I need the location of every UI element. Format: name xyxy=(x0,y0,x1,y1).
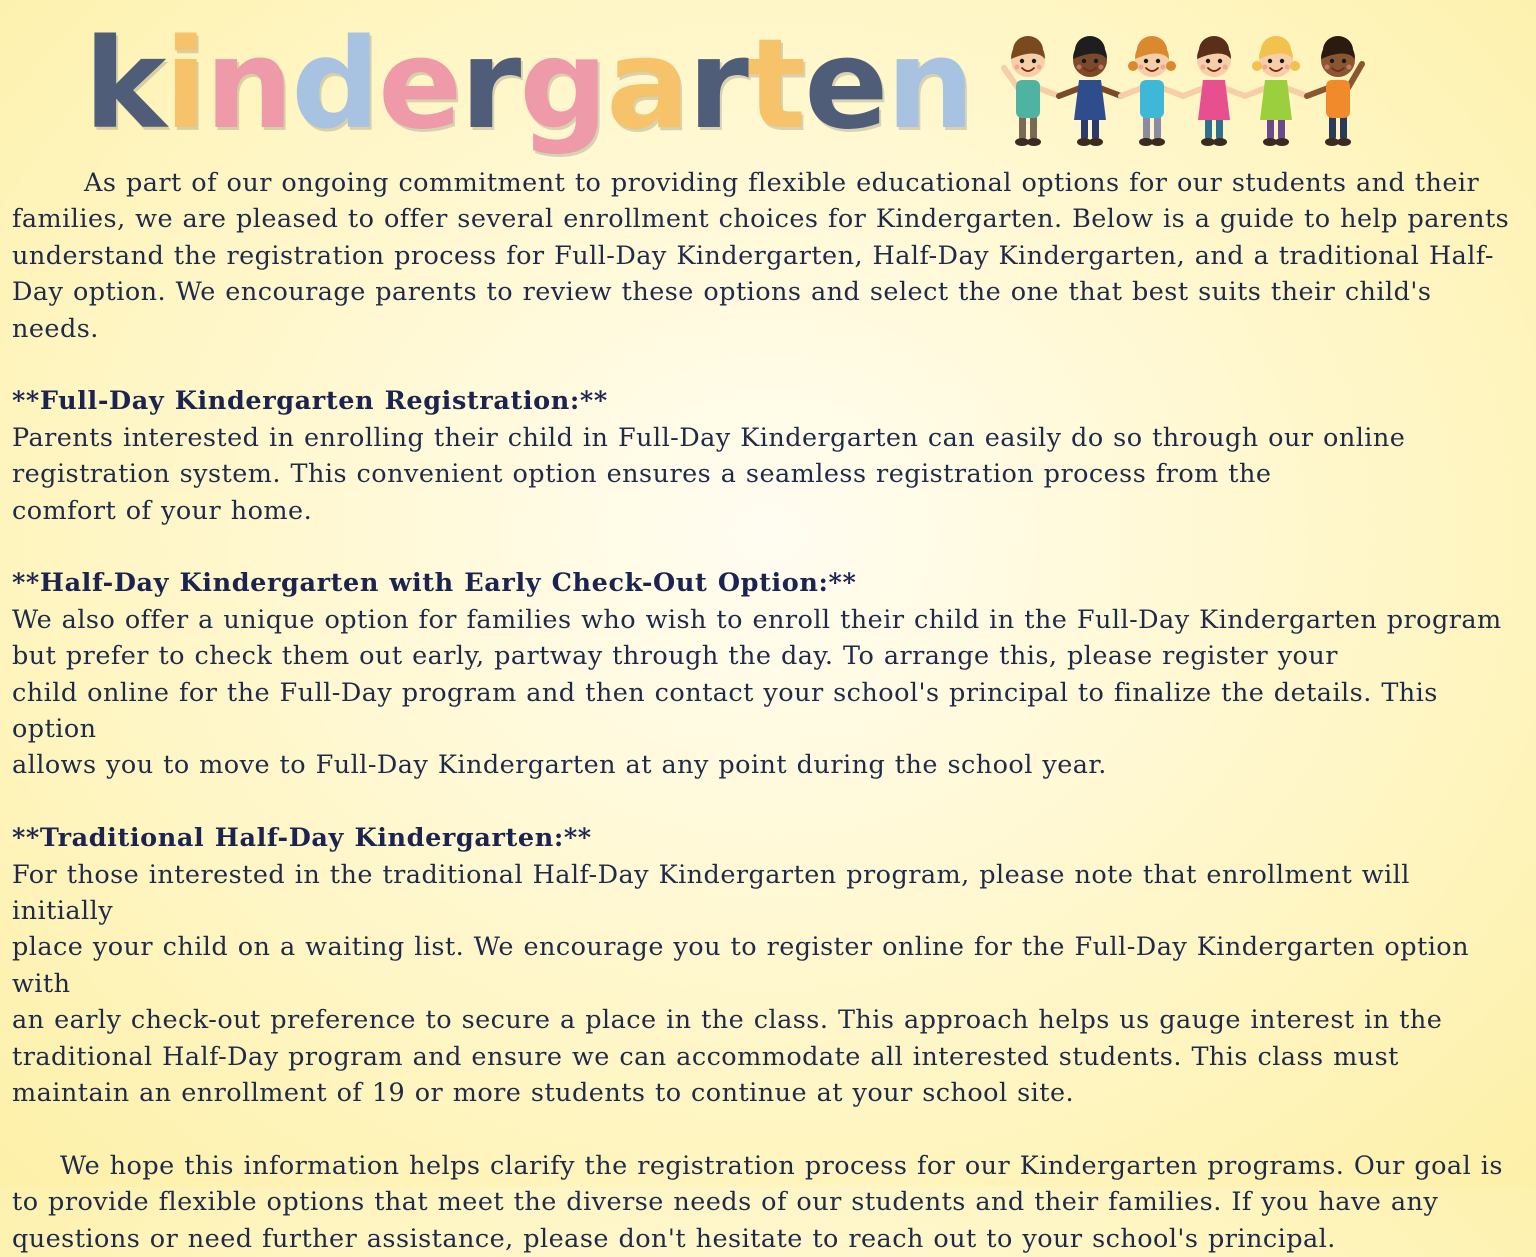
title-letter: a xyxy=(606,13,688,157)
body-content xyxy=(12,165,1517,1257)
title-letter: e xyxy=(378,13,461,157)
title-letter: r xyxy=(687,13,747,157)
child-figure xyxy=(1121,36,1183,146)
section-line: traditional Half-Day program and ensure we can accommodate all interested students. This class must xyxy=(12,1041,1399,1072)
children-holding-hands-icon xyxy=(998,30,1388,148)
section-heading-traditional-half-day: **Traditional Half-Day Kindergarten:** xyxy=(12,823,592,854)
title-letter: t xyxy=(746,13,805,157)
section-line: comfort of your home. xyxy=(12,495,313,526)
intro-paragraph: As part of our ongoing commitment to providing flexible educational options for our students and their families, we are pleased to offer several enrollment choices for Kindergarten. Below is a guide to help parents understand the registration process for Full-Day Kindergarten, Half-Day Kindergarten, and a traditional Half-Day option. We encourage parents to review these options and select the one that best suits their child's needs. xyxy=(12,168,1510,344)
title-letter: i xyxy=(164,13,205,157)
child-figure xyxy=(1059,36,1121,146)
closing-paragraph: We hope this information helps clarify the registration process for our Kindergarten programs. Our goal is to provide flexible options that meet the diverse needs of our students and their families. If you have any questions or need further assistance, please don't hesitate to reach out to your school's principal. xyxy=(12,1150,1503,1254)
section-line: place your child on a waiting list. We encourage you to register online for the Full-Day Kindergarten option with xyxy=(12,932,1469,999)
child-figure xyxy=(1004,36,1059,146)
section-line: an early check-out preference to secure a place in the class. This approach helps us gauge interest in the xyxy=(12,1005,1443,1036)
section-line: We also offer a unique option for families who wish to enroll their child in the Full-Day Kindergarten program xyxy=(12,604,1502,635)
section-line: child online for the Full-Day program and then contact your school's principal to finalize the details. This option xyxy=(12,677,1438,745)
section-line: For those interested in the traditional Half-Day Kindergarten program, please note that enrollment will initially xyxy=(12,859,1410,927)
section-line: allows you to move to Full-Day Kindergarten at any point during the school year. xyxy=(12,750,1107,781)
title-letter: d xyxy=(291,13,379,157)
child-figure xyxy=(1183,36,1245,146)
child-figure xyxy=(1245,36,1307,146)
title-letter: n xyxy=(886,13,973,157)
paragraph-spacer xyxy=(12,1112,1517,1148)
section-line: registration system. This convenient option ensures a seamless registration process from the xyxy=(12,459,1272,490)
section-line: but prefer to check them out early, partway through the day. To arrange this, please register your xyxy=(12,641,1338,672)
title-letter: g xyxy=(519,13,607,157)
section-line: Parents interested in enrolling their child in Full-Day Kindergarten can easily do so through our online xyxy=(12,422,1406,453)
kindergarten-title xyxy=(84,13,973,157)
title-letter: e xyxy=(804,13,887,157)
paragraph-spacer xyxy=(12,784,1517,820)
section-heading-full-day: **Full-Day Kindergarten Registration:** xyxy=(12,386,608,417)
section-line: maintain an enrollment of 19 or more students to continue at your school site. xyxy=(12,1078,1075,1109)
child-figure xyxy=(1307,36,1362,146)
title-letter: r xyxy=(460,13,520,157)
paragraph-spacer xyxy=(12,529,1517,565)
title-letter: k xyxy=(84,13,165,157)
paragraph-spacer xyxy=(12,347,1517,383)
title-letter: n xyxy=(204,13,292,157)
section-heading-half-day-early-checkout: **Half-Day Kindergarten with Early Check-Out Option:** xyxy=(12,568,857,599)
